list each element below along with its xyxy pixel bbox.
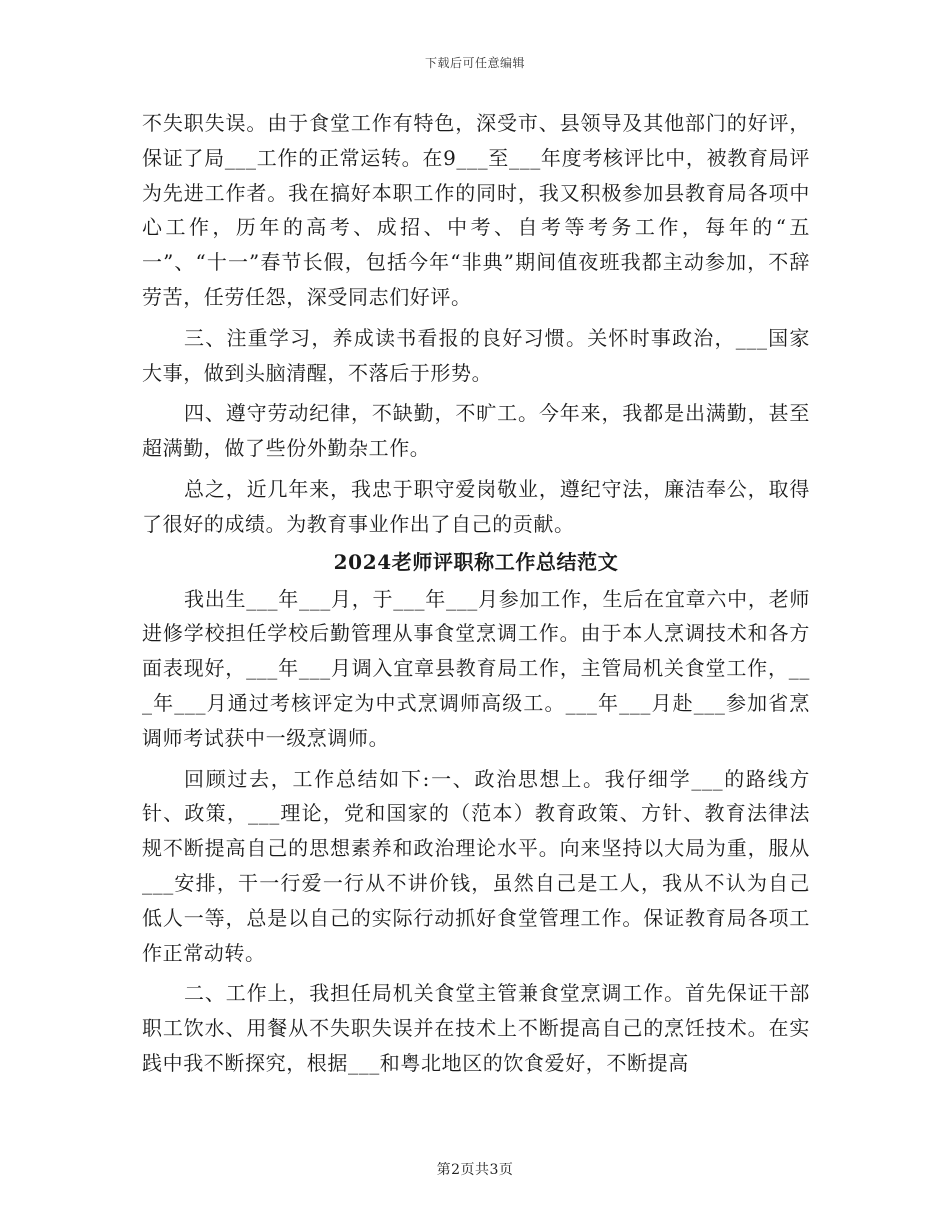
document-body	[142, 106, 810, 1081]
paragraph-political: 回顾过去，工作总结如下:一、政治思想上。我仔细学___的路线方针、政策，___理论，党和国家的（范本）教育政策、方针、教育法律法规不断提高自己的思想素养和政治理论水平。向来坚持以大局为重，服从___安排，干一行爱一行从不讲价钱，虽然自己是工人，我从不认为自己低人一等，总是以自己的实际行动抓好食堂管理工作。保证教育局各项工作正常动转。	[142, 766, 810, 965]
paragraph-discipline: 四、遵守劳动纪律，不缺勤，不旷工。今年来，我都是出满勤，甚至超满勤，做了些份外勤杂工作。	[142, 401, 810, 461]
download-editable-note: 下载后可任意编辑	[424, 56, 525, 70]
paragraph-work: 二、工作上，我担任局机关食堂主管兼食堂烹调工作。首先保证干部职工饮水、用餐从不失职失误并在技术上不断提高自己的烹饪技术。在实践中我不断探究，根据___和粤北地区的饮食爱好，不断提高	[142, 981, 810, 1075]
paragraph-study: 三、注重学习，养成读书看报的良好习惯。关怀时事政治，___国家大事，做到头脑清醒，不落后于形势。	[142, 325, 810, 385]
paragraph-summary: 总之，近几年来，我忠于职守爱岗敬业，遵纪守法，廉洁奉公，取得了很好的成绩。为教育事业作出了自己的贡献。	[142, 476, 810, 536]
page-number: 第2页共3页	[436, 1162, 514, 1178]
paragraph-continued: 不失职失误。由于食堂工作有特色，深受市、县领导及其他部门的好评，保证了局___工作的正常运转。在9___至___年度考核评比中，被教育局评为先进工作者。我在搞好本职工作的同时，我又积极参加县教育局各项中心工作，历年的高考、成招、中考、自考等考务工作，每年的“五一”、“十一”春节长假，包括今年“非典”期间值夜班我都主动参加，不辞劳苦，任劳任怨，深受同志们好评。	[142, 111, 810, 309]
paragraph-background: 我出生___年___月，于___年___月参加工作，生后在宜章六中，老师进修学校担任学校后勤管理从事食堂烹调工作。由于本人烹调技术和各方面表现好，___年___月调入宜章县教育局工作，主管局机关食堂工作，___年___月通过考核评定为中式烹调师高级工。___年___月赴___参加省烹调师考试获中一级烹调师。	[142, 586, 810, 750]
section-title: 2024老师评职称工作总结范文	[333, 549, 619, 574]
